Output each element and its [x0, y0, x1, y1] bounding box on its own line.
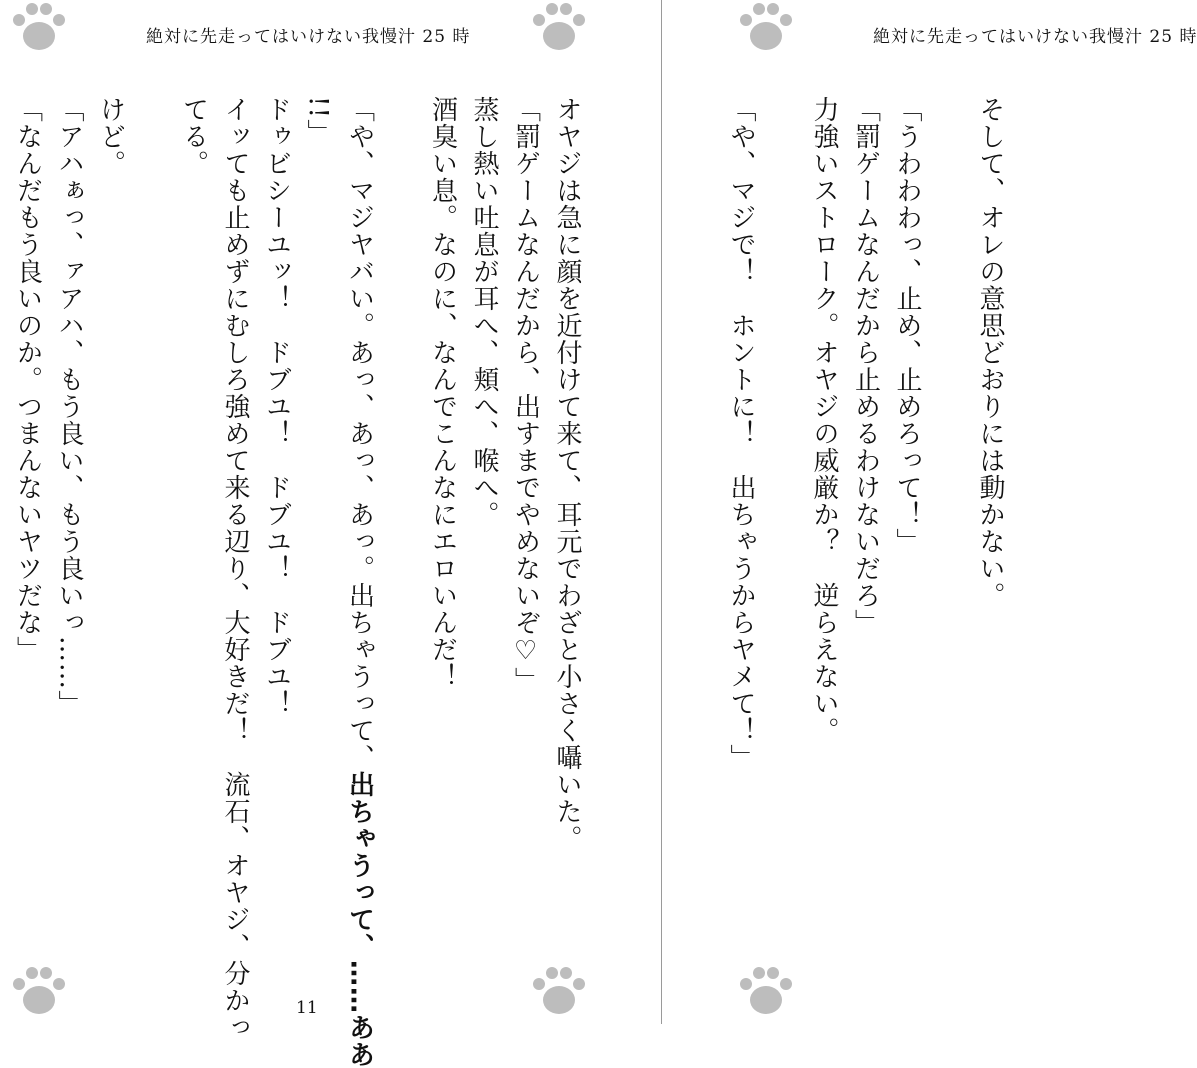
text-line [927, 96, 969, 996]
text-line [504, 96, 546, 996]
text-line [380, 96, 422, 996]
running-title: 絶対に先走ってはいけない我慢汁 25 時 [873, 27, 1197, 47]
page-number: 11 [296, 998, 318, 1018]
text-line [844, 96, 886, 996]
text-line [969, 96, 1011, 996]
text-line [89, 96, 131, 996]
text-line [338, 96, 380, 1068]
text-run: そして、オレの意思どおりには動かない。 [975, 96, 1005, 609]
emphasized-text: 出ちゃうって、……ああ [344, 771, 375, 1068]
text-line [421, 96, 463, 996]
text-line [761, 96, 803, 996]
text-run: 「罰ゲームなんだから、出すまでやめないぞ♡」 [510, 96, 541, 694]
text-run: 蒸し熱い吐息が耳へ、頬へ、喉へ。 [469, 96, 499, 528]
text-run: イッても止めずにむしろ強めて来る辺り、大好きだ！ 流石、オヤジ、分かっ [220, 96, 250, 1041]
text-run: オヤジは急に顔を近付けて来て、耳元でわざと小さく囁いた。 [552, 96, 582, 852]
text-run: 「や、マジヤバい。あっ、あっ、あっ。出ちゃうって、 [344, 96, 375, 771]
page-divider [661, 0, 662, 1024]
text-run: けど。 [95, 96, 126, 177]
paw-print-icon [739, 2, 793, 56]
text-line [546, 96, 588, 996]
body-text [710, 96, 1010, 996]
text-line [803, 96, 845, 996]
running-title: 絶対に先走ってはいけない我慢汁 25 時 [146, 27, 471, 47]
text-run: 「なんだもう良いのか。つまんないヤツだな」 [12, 96, 43, 663]
text-line [463, 96, 505, 996]
text-line [48, 96, 90, 996]
right-page [663, 0, 1197, 1024]
text-line [172, 96, 214, 996]
text-line [255, 96, 297, 996]
text-run: てる。 [178, 96, 209, 177]
text-line [214, 96, 256, 1041]
text-line [886, 96, 928, 996]
text-run: 「うわわわっ、止め、止めろって！」 [892, 96, 922, 555]
text-line [131, 96, 173, 996]
text-run: 「アハぁっ、ァアハ、もう良い、もう良いっ……」 [54, 96, 84, 717]
text-run: ドゥビシーユッ！ ドブユ！ ドブユ！ ドブユ！ [261, 96, 292, 717]
text-line [720, 96, 762, 996]
text-run: 力強いストローク。オヤジの威厳か？ 逆らえない。 [809, 96, 839, 744]
text-line [297, 96, 339, 996]
text-run: 「や、マジで！ ホントに！ 出ちゃうからヤメて！」 [726, 96, 756, 771]
paw-print-icon [532, 2, 586, 56]
text-run: 酒臭い息。なのに、なんでこんなにエロいんだ！ [427, 96, 458, 690]
paw-print-icon [12, 2, 66, 56]
text-line [6, 96, 48, 996]
text-run: !!」 [303, 96, 333, 146]
text-run: 「罰ゲームなんだから止めるわけないだろ」 [850, 96, 881, 636]
